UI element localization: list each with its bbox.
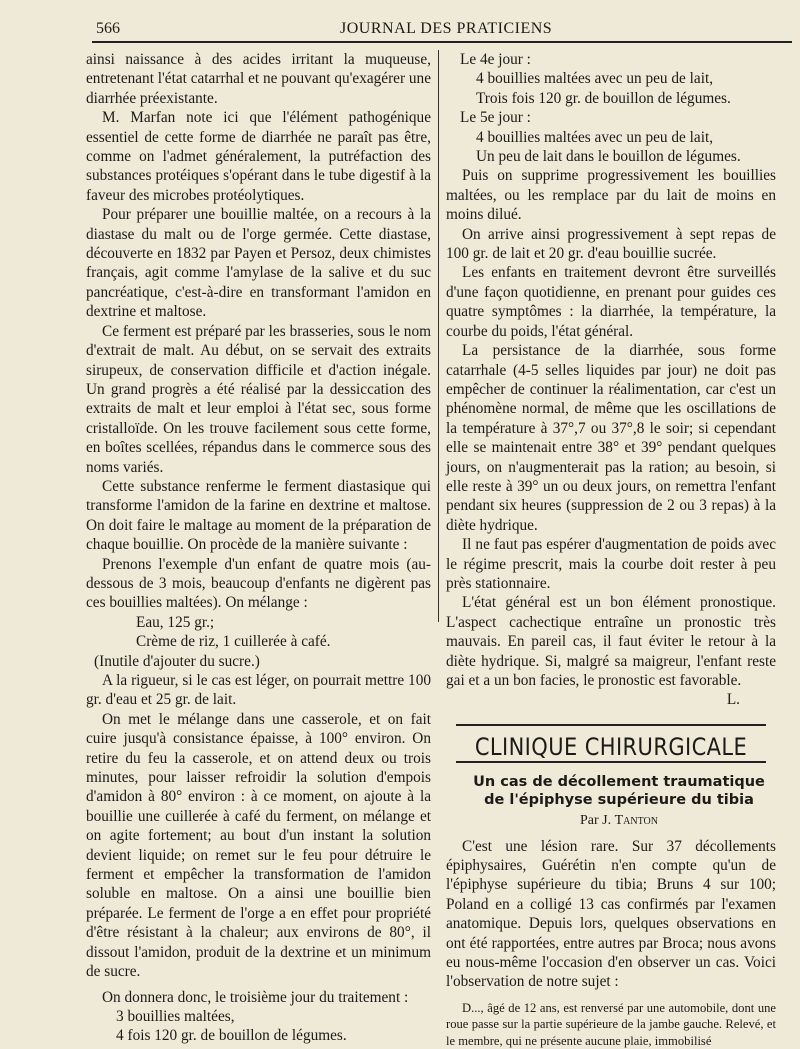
regimen-line: 4 bouillies maltées avec un peu de lait, [476, 128, 714, 146]
paragraph: L'état général est un bon élément pronostique. L'aspect cachectique entraîne un pronostic très mauvais. En pareil cas, il faut éviter le retour à la diète hydrique. Si, malgré sa maigreur, l'enfant reste gai et a un bon facies, le pronostic est favorable. [446, 594, 776, 689]
paragraph: M. Marfan note ici que l'élément pathogénique essentiel de cette forme de diarrhée ne paraît pas être, comme on l'admet généralement, la putréfaction des substances protéiques s'opérant dans le tube digestif à la faveur des microbes protéolytiques. [86, 109, 431, 204]
regimen-line: 4 fois 120 gr. de bouillon de légumes. [116, 1027, 347, 1045]
running-title: JOURNAL DES PRATICIENS [340, 20, 553, 37]
byline [446, 811, 776, 830]
byline-author: Tanton [614, 813, 658, 829]
left-column [86, 50, 431, 1046]
column-divider [438, 50, 439, 622]
paragraph: Pour préparer une bouillie maltée, on a recours à la diastase du malt ou de l'orge germée. Cette diastase, découverte en 1832 par Payen et Persoz, deux chimistes français, agit comme l'amylase de la salive et du suc pancréatique, c'est-à-dire en transformant l'amidon en dextrine et maltose. [86, 206, 431, 321]
day-heading: Le 5e jour : [460, 109, 531, 127]
paragraph: On met le mélange dans une casserole, et on fait cuire jusqu'à consistance épaisse, à 100° environ. On retire du feu la casserole, et on attend deux ou trois minutes, pour laisser refroidir la solution d'empois d'amidon à 80° environ : à ce moment, on ajoute à la bouillie une cuillerée à café du ferment, on mélange et on agite fortement; au bout d'un instant la solution devient liquide; on remet sur le feu pour détruire le ferment et empêcher la transformation de l'amidon soluble en maltose. On a ainsi une bouillie bien préparée. Le ferment de l'orge a en effet pour propriété d'être résistant à la chaleur; aux environs de 80°, il dissout l'amidon, produit de la dextrine et un minimum de sucre. [86, 710, 431, 981]
paragraph: A la rigueur, si le cas est léger, on pourrait mettre 100 gr. d'eau et 25 gr. de lait. [86, 672, 431, 709]
paragraph: Les enfants en traitement devront être surveillés d'une façon quotidienne, en prenant pour guides ces quatre symptômes : la diarrhée, la température, la courbe du poids, l'état général. [446, 264, 776, 340]
page-header [0, 0, 800, 44]
paragraph: ainsi naissance à des acides irritant la muqueuse, entretenant l'état catarrhal et ne pouvant qu'exagérer une diarrhée préexistante. [86, 51, 431, 107]
regimen-line: 3 bouillies maltées, [116, 1007, 235, 1025]
observation-paragraph: D..., âgé de 12 ans, est renversé par une automobile, dont une roue passe sur la partie supérieure de la jambe gauche. Relevé, et le membre, qui ne présente aucune plaie, immobilisé [446, 1000, 776, 1048]
paragraph: C'est une lésion rare. Sur 37 décollements épiphysaires, Guérétin n'en compte qu'un de l'épiphyse supérieure du tibia; Bruns 4 sur 100; Poland en a colligé 13 cas confirmés par l'examen anatomique. Depuis lors, quelques observations en ont été rapportées, entre autres par Broca; nous avons eu nous-même l'occasion d'en observer un cas. Voici l'observation de notre sujet : [446, 837, 776, 991]
section-title: CLINIQUE CHIRURGICALE [474, 732, 748, 761]
day-heading: Le 4e jour : [460, 51, 531, 68]
regimen-line: Trois fois 120 gr. de bouillon de légumes. [476, 89, 731, 107]
paragraph: On donnera donc, le troisième jour du traitement : [102, 988, 409, 1006]
recipe-line: Crème de riz, 1 cuillerée à café. [136, 633, 331, 651]
regimen-line: Un peu de lait dans le bouillon de légumes. [476, 148, 741, 166]
paragraph: Puis on supprime progressivement les bouillies maltées, ou les remplace par du lait de moins en moins dilué. [446, 167, 776, 224]
regimen-line: 4 bouillies maltées avec un peu de lait, [476, 70, 714, 88]
paragraph: Ce ferment est préparé par les brasseries, sous le nom d'extrait de malt. Au début, on se servait des extraits sirupeux, de conservation difficile et d'action inégale. Un grand progrès a été réalisé par la dessiccation des extraits de malt et leur emploi à l'état sec, sous forme cristalloïde. On les trouve facilement sous cette forme, en boîtes scellées, répandus dans le commerce sous des noms variés. [86, 322, 431, 476]
page-number: 566 [96, 20, 120, 37]
paragraph: La persistance de la diarrhée, sous forme catarrhale (4-5 selles liquides par jour) ne doit pas empêcher de continuer la réalimentation, car c'est un phénomène normal, de même que les oscillations de la température à 37°,7 ou 37°,8 le soir; si cependant elle se maintenait entre 38° et 39° pendant quelques jours, on n'augmenterait pas la ration; au besoin, si elle reste à 39° un ou deux jours, on remettra l'enfant pendant six heures (suppression de 2 ou 3 repas) à la diète hydrique. [446, 342, 776, 534]
recipe-line: Eau, 125 gr.; [136, 613, 215, 631]
header-rule [92, 41, 792, 43]
byline-prefix: Par J. [580, 813, 612, 829]
right-column [446, 50, 776, 1049]
paragraph: Il ne faut pas espérer d'augmentation de poids avec le régime prescrit, mais la courbe doit rester à peu près stationnaire. [446, 536, 776, 592]
paragraph: Cette substance renferme le ferment diastasique qui transforme l'amidon de la farine en dextrine et maltose. On doit faire le maltage au moment de la préparation de chaque bouillie. On procède de la manière suivante : [86, 477, 431, 554]
article-title-line-1: Un cas de décollement traumatique [473, 774, 765, 791]
paragraph: On arrive ainsi progressivement à sept repas de 100 gr. de lait et 20 gr. d'eau bouillie sucrée. [446, 225, 776, 263]
section-rule-bottom [456, 761, 766, 763]
recipe-note: (Inutile d'ajouter du sucre.) [94, 652, 260, 670]
section-rule-top [456, 724, 766, 726]
signature-initial: L. [726, 691, 740, 709]
paragraph: Prenons l'exemple d'un enfant de quatre mois (au-dessous de 3 mois, beaucoup d'enfants ne digèrent pas ces bouillies maltées). On mélange : [86, 555, 431, 612]
article-title-line-2: de l'épiphyse supérieure du tibia [484, 792, 754, 809]
